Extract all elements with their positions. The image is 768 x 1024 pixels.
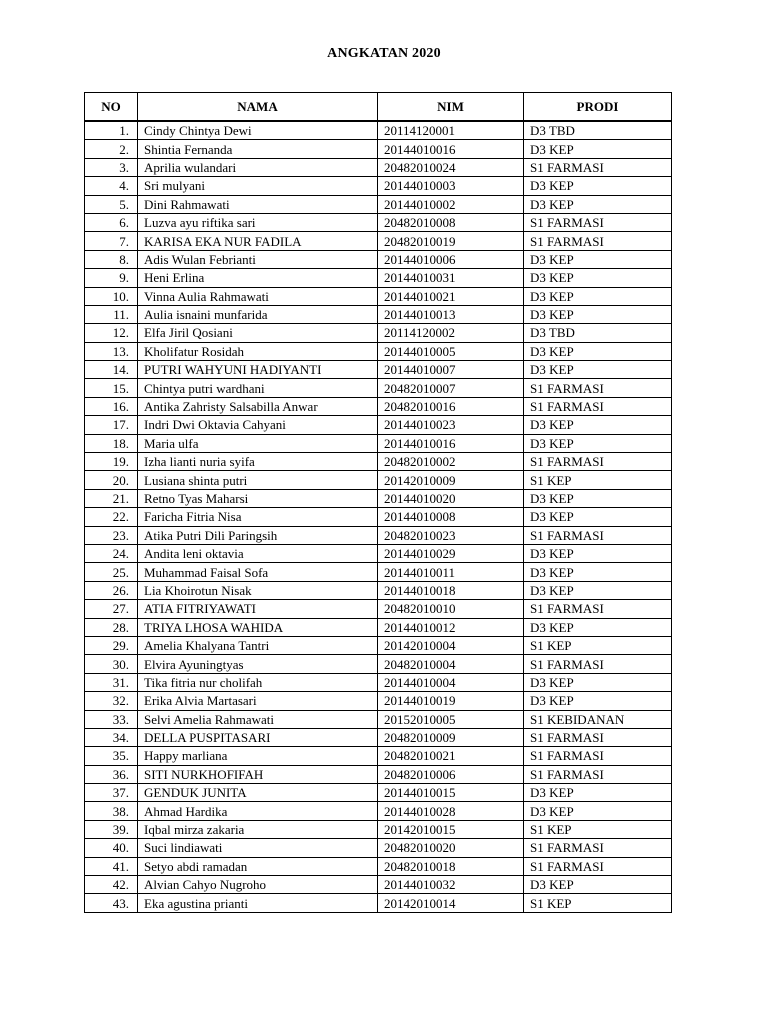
cell-nama: DELLA PUSPITASARI	[138, 728, 378, 746]
cell-prodi: S1 KEP	[524, 820, 672, 838]
cell-prodi: S1 FARMASI	[524, 600, 672, 618]
cell-no: 37.	[85, 784, 138, 802]
cell-no: 31.	[85, 673, 138, 691]
table-row	[85, 747, 672, 765]
cell-nama: Cindy Chintya Dewi	[138, 121, 378, 140]
cell-prodi: S1 FARMASI	[524, 655, 672, 673]
cell-nama: Amelia Khalyana Tantri	[138, 636, 378, 654]
header-no: NO	[85, 93, 138, 122]
cell-prodi: D3 KEP	[524, 508, 672, 526]
cell-prodi: D3 TBD	[524, 121, 672, 140]
cell-prodi: D3 KEP	[524, 342, 672, 360]
cell-prodi: S1 FARMASI	[524, 379, 672, 397]
table-row	[85, 563, 672, 581]
cell-no: 35.	[85, 747, 138, 765]
table-row	[85, 140, 672, 158]
cell-prodi: D3 KEP	[524, 140, 672, 158]
cell-prodi: S1 KEBIDANAN	[524, 710, 672, 728]
table-body	[85, 121, 672, 912]
cell-nama: Erika Alvia Martasari	[138, 692, 378, 710]
table-row	[85, 857, 672, 875]
table-row	[85, 324, 672, 342]
cell-no: 29.	[85, 636, 138, 654]
cell-nama: Adis Wulan Febrianti	[138, 250, 378, 268]
cell-nama: ATIA FITRIYAWATI	[138, 600, 378, 618]
cell-nim: 20144010005	[378, 342, 524, 360]
cell-prodi: S1 FARMASI	[524, 453, 672, 471]
cell-prodi: S1 KEP	[524, 894, 672, 912]
cell-prodi: S1 FARMASI	[524, 765, 672, 783]
cell-nim: 20144010015	[378, 784, 524, 802]
cell-nama: Retno Tyas Maharsi	[138, 489, 378, 507]
cell-nim: 20482010006	[378, 765, 524, 783]
table-row	[85, 489, 672, 507]
cell-nim: 20144010006	[378, 250, 524, 268]
cell-nim: 20144010023	[378, 416, 524, 434]
cell-prodi: S1 FARMASI	[524, 839, 672, 857]
table-row	[85, 894, 672, 912]
cell-nama: PUTRI WAHYUNI HADIYANTI	[138, 361, 378, 379]
table-row	[85, 655, 672, 673]
cell-no: 24.	[85, 544, 138, 562]
cell-nim: 20482010020	[378, 839, 524, 857]
cell-nim: 20482010024	[378, 158, 524, 176]
cell-nim: 20482010009	[378, 728, 524, 746]
cell-no: 15.	[85, 379, 138, 397]
table-row	[85, 213, 672, 231]
table-row	[85, 158, 672, 176]
cell-no: 7.	[85, 232, 138, 250]
table-row	[85, 673, 672, 691]
table-row	[85, 710, 672, 728]
cell-no: 38.	[85, 802, 138, 820]
cell-nim: 20482010018	[378, 857, 524, 875]
cell-no: 22.	[85, 508, 138, 526]
cell-no: 32.	[85, 692, 138, 710]
cell-nama: Alvian Cahyo Nugroho	[138, 876, 378, 894]
cell-nim: 20144010004	[378, 673, 524, 691]
cell-nim: 20114120001	[378, 121, 524, 140]
cell-prodi: S1 FARMASI	[524, 158, 672, 176]
cell-nim: 20482010002	[378, 453, 524, 471]
cell-no: 26.	[85, 581, 138, 599]
cell-prodi: D3 KEP	[524, 434, 672, 452]
cell-no: 8.	[85, 250, 138, 268]
cell-no: 20.	[85, 471, 138, 489]
table-row	[85, 728, 672, 746]
table-row	[85, 471, 672, 489]
cell-prodi: D3 KEP	[524, 416, 672, 434]
cell-nim: 20144010012	[378, 618, 524, 636]
cell-nama: Muhammad Faisal Sofa	[138, 563, 378, 581]
table-row	[85, 802, 672, 820]
cell-no: 4.	[85, 177, 138, 195]
cell-nim: 20144010013	[378, 305, 524, 323]
cell-nim: 20482010007	[378, 379, 524, 397]
cell-prodi: D3 KEP	[524, 177, 672, 195]
cell-prodi: D3 KEP	[524, 673, 672, 691]
table-row	[85, 636, 672, 654]
cell-nama: Suci lindiawati	[138, 839, 378, 857]
cell-nim: 20144010021	[378, 287, 524, 305]
cell-nama: KARISA EKA NUR FADILA	[138, 232, 378, 250]
cell-prodi: D3 KEP	[524, 305, 672, 323]
cell-no: 25.	[85, 563, 138, 581]
cell-nama: Heni Erlina	[138, 269, 378, 287]
table-row	[85, 250, 672, 268]
cell-nim: 20142010004	[378, 636, 524, 654]
cell-prodi: D3 KEP	[524, 250, 672, 268]
table-row	[85, 839, 672, 857]
cell-nama: Dini Rahmawati	[138, 195, 378, 213]
table-row	[85, 526, 672, 544]
cell-prodi: S1 FARMASI	[524, 397, 672, 415]
cell-prodi: S1 KEP	[524, 471, 672, 489]
cell-nama: Iqbal mirza zakaria	[138, 820, 378, 838]
cell-nama: TRIYA LHOSA WAHIDA	[138, 618, 378, 636]
cell-nama: Izha lianti nuria syifa	[138, 453, 378, 471]
cell-prodi: D3 KEP	[524, 692, 672, 710]
cell-nama: Kholifatur Rosidah	[138, 342, 378, 360]
page-title: ANGKATAN 2020	[327, 46, 441, 61]
cell-nim: 20142010014	[378, 894, 524, 912]
table-row	[85, 361, 672, 379]
cell-no: 27.	[85, 600, 138, 618]
cell-nama: Faricha Fitria Nisa	[138, 508, 378, 526]
table-header	[85, 93, 672, 122]
cell-no: 9.	[85, 269, 138, 287]
cell-no: 41.	[85, 857, 138, 875]
cell-prodi: D3 KEP	[524, 195, 672, 213]
cell-nama: Indri Dwi Oktavia Cahyani	[138, 416, 378, 434]
cell-no: 1.	[85, 121, 138, 140]
student-table	[84, 92, 672, 913]
table-row	[85, 820, 672, 838]
cell-nim: 20482010019	[378, 232, 524, 250]
cell-nim: 20144010003	[378, 177, 524, 195]
cell-nama: Aprilia wulandari	[138, 158, 378, 176]
cell-nim: 20144010032	[378, 876, 524, 894]
cell-prodi: S1 FARMASI	[524, 747, 672, 765]
cell-prodi: D3 KEP	[524, 784, 672, 802]
cell-no: 21.	[85, 489, 138, 507]
table-row	[85, 692, 672, 710]
cell-no: 30.	[85, 655, 138, 673]
table-row	[85, 453, 672, 471]
cell-nama: Andita leni oktavia	[138, 544, 378, 562]
cell-prodi: S1 FARMASI	[524, 728, 672, 746]
cell-nim: 20144010016	[378, 140, 524, 158]
cell-prodi: S1 KEP	[524, 636, 672, 654]
table-row	[85, 544, 672, 562]
table-row	[85, 784, 672, 802]
cell-nim: 20482010016	[378, 397, 524, 415]
table-row	[85, 508, 672, 526]
table-row	[85, 416, 672, 434]
cell-no: 40.	[85, 839, 138, 857]
cell-nama: Vinna Aulia Rahmawati	[138, 287, 378, 305]
cell-no: 23.	[85, 526, 138, 544]
table-row	[85, 379, 672, 397]
cell-nama: Setyo abdi ramadan	[138, 857, 378, 875]
cell-nim: 20144010019	[378, 692, 524, 710]
cell-nim: 20142010009	[378, 471, 524, 489]
table-row	[85, 397, 672, 415]
table-row	[85, 287, 672, 305]
cell-no: 14.	[85, 361, 138, 379]
cell-nama: SITI NURKHOFIFAH	[138, 765, 378, 783]
cell-nim: 20482010010	[378, 600, 524, 618]
cell-nama: Atika Putri Dili Paringsih	[138, 526, 378, 544]
cell-prodi: D3 KEP	[524, 269, 672, 287]
cell-no: 10.	[85, 287, 138, 305]
cell-no: 42.	[85, 876, 138, 894]
table-row	[85, 581, 672, 599]
cell-prodi: D3 KEP	[524, 544, 672, 562]
cell-no: 33.	[85, 710, 138, 728]
table-row	[85, 305, 672, 323]
cell-nim: 20144010011	[378, 563, 524, 581]
cell-prodi: D3 KEP	[524, 876, 672, 894]
cell-nama: Antika Zahristy Salsabilla Anwar	[138, 397, 378, 415]
cell-nama: Selvi Amelia Rahmawati	[138, 710, 378, 728]
cell-nim: 20482010008	[378, 213, 524, 231]
cell-no: 17.	[85, 416, 138, 434]
cell-prodi: D3 KEP	[524, 563, 672, 581]
cell-nim: 20482010023	[378, 526, 524, 544]
cell-nama: Chintya putri wardhani	[138, 379, 378, 397]
header-nama: NAMA	[138, 93, 378, 122]
cell-no: 12.	[85, 324, 138, 342]
cell-nim: 20482010021	[378, 747, 524, 765]
cell-prodi: S1 FARMASI	[524, 232, 672, 250]
cell-nama: Elfa Jiril Qosiani	[138, 324, 378, 342]
cell-prodi: D3 KEP	[524, 489, 672, 507]
table-row	[85, 195, 672, 213]
cell-prodi: S1 FARMASI	[524, 857, 672, 875]
table-row	[85, 618, 672, 636]
cell-prodi: S1 FARMASI	[524, 526, 672, 544]
cell-nama: Aulia isnaini munfarida	[138, 305, 378, 323]
cell-nama: Tika fitria nur cholifah	[138, 673, 378, 691]
table-row	[85, 765, 672, 783]
cell-nim: 20152010005	[378, 710, 524, 728]
cell-no: 34.	[85, 728, 138, 746]
cell-no: 43.	[85, 894, 138, 912]
cell-nim: 20482010004	[378, 655, 524, 673]
cell-prodi: D3 KEP	[524, 361, 672, 379]
cell-no: 39.	[85, 820, 138, 838]
cell-no: 11.	[85, 305, 138, 323]
cell-no: 13.	[85, 342, 138, 360]
cell-no: 3.	[85, 158, 138, 176]
table-row	[85, 121, 672, 140]
table-row	[85, 232, 672, 250]
cell-no: 6.	[85, 213, 138, 231]
cell-no: 36.	[85, 765, 138, 783]
cell-nama: Lusiana shinta putri	[138, 471, 378, 489]
cell-no: 5.	[85, 195, 138, 213]
cell-nim: 20114120002	[378, 324, 524, 342]
cell-prodi: D3 KEP	[524, 581, 672, 599]
cell-nim: 20142010015	[378, 820, 524, 838]
cell-nama: Eka agustina prianti	[138, 894, 378, 912]
cell-nama: Sri mulyani	[138, 177, 378, 195]
cell-no: 2.	[85, 140, 138, 158]
cell-nama: Ahmad Hardika	[138, 802, 378, 820]
cell-nama: Elvira Ayuningtyas	[138, 655, 378, 673]
cell-nim: 20144010029	[378, 544, 524, 562]
cell-nama: Shintia Fernanda	[138, 140, 378, 158]
table-row	[85, 342, 672, 360]
cell-nama: Lia Khoirotun Nisak	[138, 581, 378, 599]
table-row	[85, 600, 672, 618]
cell-nim: 20144010018	[378, 581, 524, 599]
cell-nim: 20144010031	[378, 269, 524, 287]
cell-nama: Maria ulfa	[138, 434, 378, 452]
cell-no: 18.	[85, 434, 138, 452]
cell-nim: 20144010008	[378, 508, 524, 526]
table-row	[85, 876, 672, 894]
cell-nim: 20144010002	[378, 195, 524, 213]
cell-nama: Happy marliana	[138, 747, 378, 765]
cell-prodi: D3 KEP	[524, 802, 672, 820]
header-nim: NIM	[378, 93, 524, 122]
cell-prodi: D3 TBD	[524, 324, 672, 342]
cell-no: 19.	[85, 453, 138, 471]
cell-nama: Luzva ayu riftika sari	[138, 213, 378, 231]
table-row	[85, 177, 672, 195]
cell-nim: 20144010020	[378, 489, 524, 507]
table-row	[85, 269, 672, 287]
header-prodi: PRODI	[524, 93, 672, 122]
cell-nim: 20144010028	[378, 802, 524, 820]
cell-prodi: S1 FARMASI	[524, 213, 672, 231]
cell-nama: GENDUK JUNITA	[138, 784, 378, 802]
cell-no: 16.	[85, 397, 138, 415]
cell-no: 28.	[85, 618, 138, 636]
cell-prodi: D3 KEP	[524, 287, 672, 305]
table-row	[85, 434, 672, 452]
cell-prodi: D3 KEP	[524, 618, 672, 636]
cell-nim: 20144010016	[378, 434, 524, 452]
cell-nim: 20144010007	[378, 361, 524, 379]
